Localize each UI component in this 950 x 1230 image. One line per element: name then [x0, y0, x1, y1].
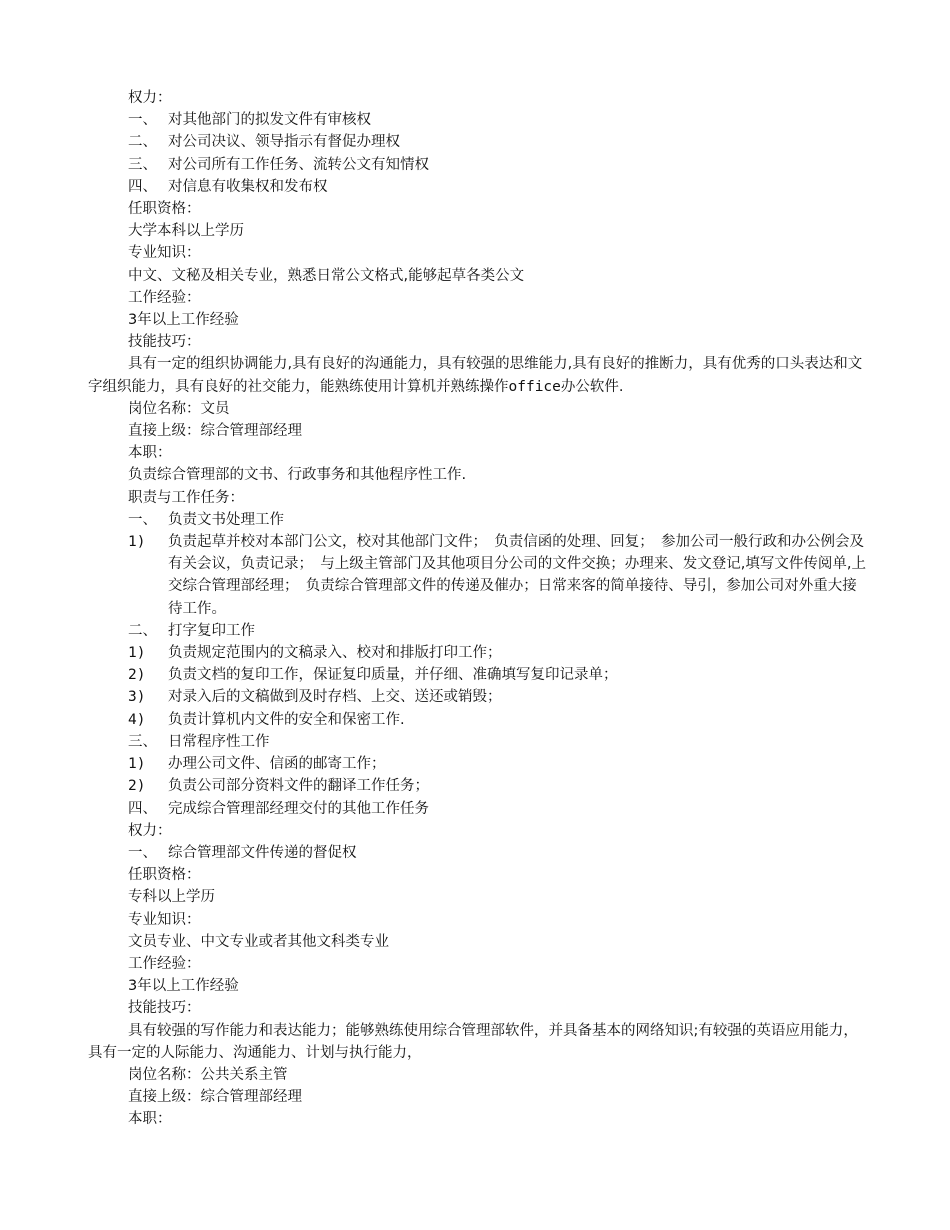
list-number: 1) [128, 645, 146, 662]
list-item [88, 664, 870, 686]
list-text: 日常程序性工作 [168, 733, 270, 750]
skills-paragraph [88, 353, 870, 397]
list-item [88, 686, 870, 708]
list-text: 办理公司文件、信函的邮寄工作； [168, 756, 386, 773]
list-number: 三、 [128, 733, 157, 750]
list-text: 负责文档的复印工作，保证复印质量，并仔细、准确填写复印记录单； [168, 667, 618, 684]
list-item [88, 709, 870, 731]
section-heading-zige: 任职资格： [128, 867, 201, 884]
skills-text-b: 办公软件. [560, 378, 624, 395]
skills-text-a: 具有一定的组织协调能力,具有良好的沟通能力，具有较强的思维能力,具有良好的推断力，具有优秀的口头表达和文字组织能力，具有良好的社交能力，能熟练使用计算机并熟练操作 [88, 356, 863, 395]
list-item [88, 109, 870, 131]
subsection-heading [88, 798, 870, 820]
list-item [88, 531, 870, 620]
section-heading-jingyan: 工作经验： [128, 955, 201, 972]
list-number: 二、 [128, 622, 157, 639]
list-text: 对其他部门的拟发文件有审核权 [168, 112, 371, 129]
list-number: 3) [128, 689, 146, 706]
section-heading-zhize: 职责与工作任务： [128, 489, 244, 506]
duty-summary: 负责综合管理部的文书、行政事务和其他程序性工作. [128, 467, 467, 484]
list-number: 四、 [128, 800, 157, 817]
list-text: 对公司决议、领导指示有督促办理权 [168, 134, 400, 151]
list-text: 负责起草并校对本部门公文，校对其他部门文件； 负责信函的处理、回复； 参加公司一般行政和办公例会及有关会议，负责记录； 与上级主管部门及其他项目分公司的文件交换；办理来、发文登记,填写文件传阅单,上交综合管理部经理； 负责综合管理部文件的传递及催办；日常来客的简单接待、导引，参加公司对外重大接待工作。 [168, 534, 866, 617]
position-name: 岗位名称：公共关系主管 [128, 1066, 288, 1083]
section-heading-jineng: 技能技巧： [128, 334, 201, 351]
section-heading-benzhi: 本职： [128, 445, 172, 462]
list-text: 负责规定范围内的文稿录入、校对和排版打印工作； [168, 645, 502, 662]
section-heading-jingyan: 工作经验： [128, 289, 201, 306]
section-heading-quanli: 权力： [128, 822, 172, 839]
knowledge-value: 中文、文秘及相关专业，熟悉日常公文格式,能够起草各类公文 [128, 267, 525, 284]
list-number: 三、 [128, 156, 157, 173]
list-number: 4) [128, 711, 146, 728]
position-name: 岗位名称：文员 [128, 400, 230, 417]
list-item [88, 176, 870, 198]
list-number: 1) [128, 534, 146, 551]
list-item [88, 775, 870, 797]
section-heading-jineng: 技能技巧： [128, 1000, 201, 1017]
list-number: 一、 [128, 511, 157, 528]
list-text: 对公司所有工作任务、流转公文有知情权 [168, 156, 429, 173]
education-value: 大学本科以上学历 [128, 223, 244, 240]
direct-superior: 直接上级：综合管理部经理 [128, 423, 302, 440]
list-text: 负责文书处理工作 [168, 511, 284, 528]
section-heading-zhuanye: 专业知识： [128, 911, 201, 928]
skills-paragraph: 具有较强的写作能力和表达能力；能够熟练使用综合管理部软件，并具备基本的网络知识;有较强的英语应用能力，具有一定的人际能力、沟通能力、计划与执行能力， [88, 1022, 858, 1061]
list-text: 打字复印工作 [168, 622, 255, 639]
section-heading-quanli: 权力： [128, 90, 172, 106]
list-number: 二、 [128, 134, 157, 151]
document-body [88, 87, 870, 1131]
list-text: 负责计算机内文件的安全和保密工作. [168, 711, 405, 728]
list-number: 1) [128, 756, 146, 773]
list-item [88, 131, 870, 153]
list-number: 四、 [128, 178, 157, 195]
experience-value: 3年以上工作经验 [128, 978, 239, 995]
list-text: 对信息有收集权和发布权 [168, 178, 328, 195]
skills-office-term: office [508, 378, 561, 395]
subsection-heading [88, 509, 870, 531]
knowledge-value: 文员专业、中文专业或者其他文科类专业 [128, 933, 389, 950]
subsection-heading [88, 731, 870, 753]
list-item [88, 842, 870, 864]
list-number: 一、 [128, 844, 157, 861]
direct-superior: 直接上级：综合管理部经理 [128, 1089, 302, 1106]
section-heading-zige: 任职资格： [128, 201, 201, 218]
section-heading-zhuanye: 专业知识： [128, 245, 201, 262]
section-heading-benzhi: 本职： [128, 1111, 172, 1128]
list-text: 综合管理部文件传递的督促权 [168, 844, 357, 861]
list-text: 负责公司部分资料文件的翻译工作任务； [168, 778, 429, 795]
list-number: 2) [128, 667, 146, 684]
list-item [88, 753, 870, 775]
list-text: 完成综合管理部经理交付的其他工作任务 [168, 800, 429, 817]
list-text: 对录入后的文稿做到及时存档、上交、送还或销毁； [168, 689, 502, 706]
list-item [88, 154, 870, 176]
subsection-heading [88, 620, 870, 642]
education-value: 专科以上学历 [128, 889, 215, 906]
list-number: 2) [128, 778, 146, 795]
list-item [88, 642, 870, 664]
experience-value: 3年以上工作经验 [128, 312, 239, 329]
list-number: 一、 [128, 112, 157, 129]
